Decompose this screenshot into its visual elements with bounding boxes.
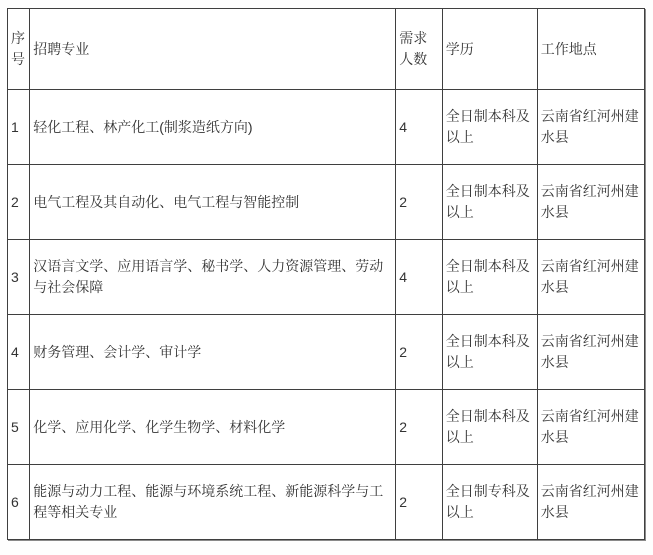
major-cell: 化学、应用化学、化学生物学、材料化学 — [30, 390, 396, 465]
table-row — [8, 465, 645, 540]
education-cell: 全日制专科及以上 — [442, 465, 537, 540]
count-cell: 2 — [396, 165, 443, 240]
count-cell: 2 — [396, 390, 443, 465]
table-row — [8, 390, 645, 465]
location-cell: 云南省红河州建水县 — [537, 390, 644, 465]
row-number-cell: 2 — [8, 165, 30, 240]
count-cell: 2 — [396, 315, 443, 390]
table-body — [8, 90, 645, 540]
row-number-cell: 6 — [8, 465, 30, 540]
row-number-cell: 5 — [8, 390, 30, 465]
count-cell: 4 — [396, 240, 443, 315]
education-cell: 全日制本科及以上 — [442, 165, 537, 240]
table-row — [8, 240, 645, 315]
column-header-number: 序号 — [8, 9, 30, 90]
education-cell: 全日制本科及以上 — [442, 315, 537, 390]
location-cell: 云南省红河州建水县 — [537, 315, 644, 390]
major-cell: 轻化工程、林产化工(制浆造纸方向) — [30, 90, 396, 165]
column-header-count: 需求人数 — [396, 9, 443, 90]
table-header-row — [8, 9, 645, 90]
count-cell: 4 — [396, 90, 443, 165]
education-cell: 全日制本科及以上 — [442, 240, 537, 315]
table-row — [8, 90, 645, 165]
location-cell: 云南省红河州建水县 — [537, 465, 644, 540]
education-cell: 全日制本科及以上 — [442, 390, 537, 465]
column-header-major: 招聘专业 — [30, 9, 396, 90]
count-cell: 2 — [396, 465, 443, 540]
row-number-cell: 1 — [8, 90, 30, 165]
row-number-cell: 4 — [8, 315, 30, 390]
recruitment-table — [7, 8, 645, 540]
row-number-cell: 3 — [8, 240, 30, 315]
major-cell: 能源与动力工程、能源与环境系统工程、新能源科学与工程等相关专业 — [30, 465, 396, 540]
major-cell: 财务管理、会计学、审计学 — [30, 315, 396, 390]
location-cell: 云南省红河州建水县 — [537, 240, 644, 315]
location-cell: 云南省红河州建水县 — [537, 165, 644, 240]
education-cell: 全日制本科及以上 — [442, 90, 537, 165]
table-row — [8, 315, 645, 390]
column-header-education: 学历 — [442, 9, 537, 90]
major-cell: 汉语言文学、应用语言学、秘书学、人力资源管理、劳动与社会保障 — [30, 240, 396, 315]
location-cell: 云南省红河州建水县 — [537, 90, 644, 165]
major-cell: 电气工程及其自动化、电气工程与智能控制 — [30, 165, 396, 240]
column-header-location: 工作地点 — [537, 9, 644, 90]
table-row — [8, 165, 645, 240]
